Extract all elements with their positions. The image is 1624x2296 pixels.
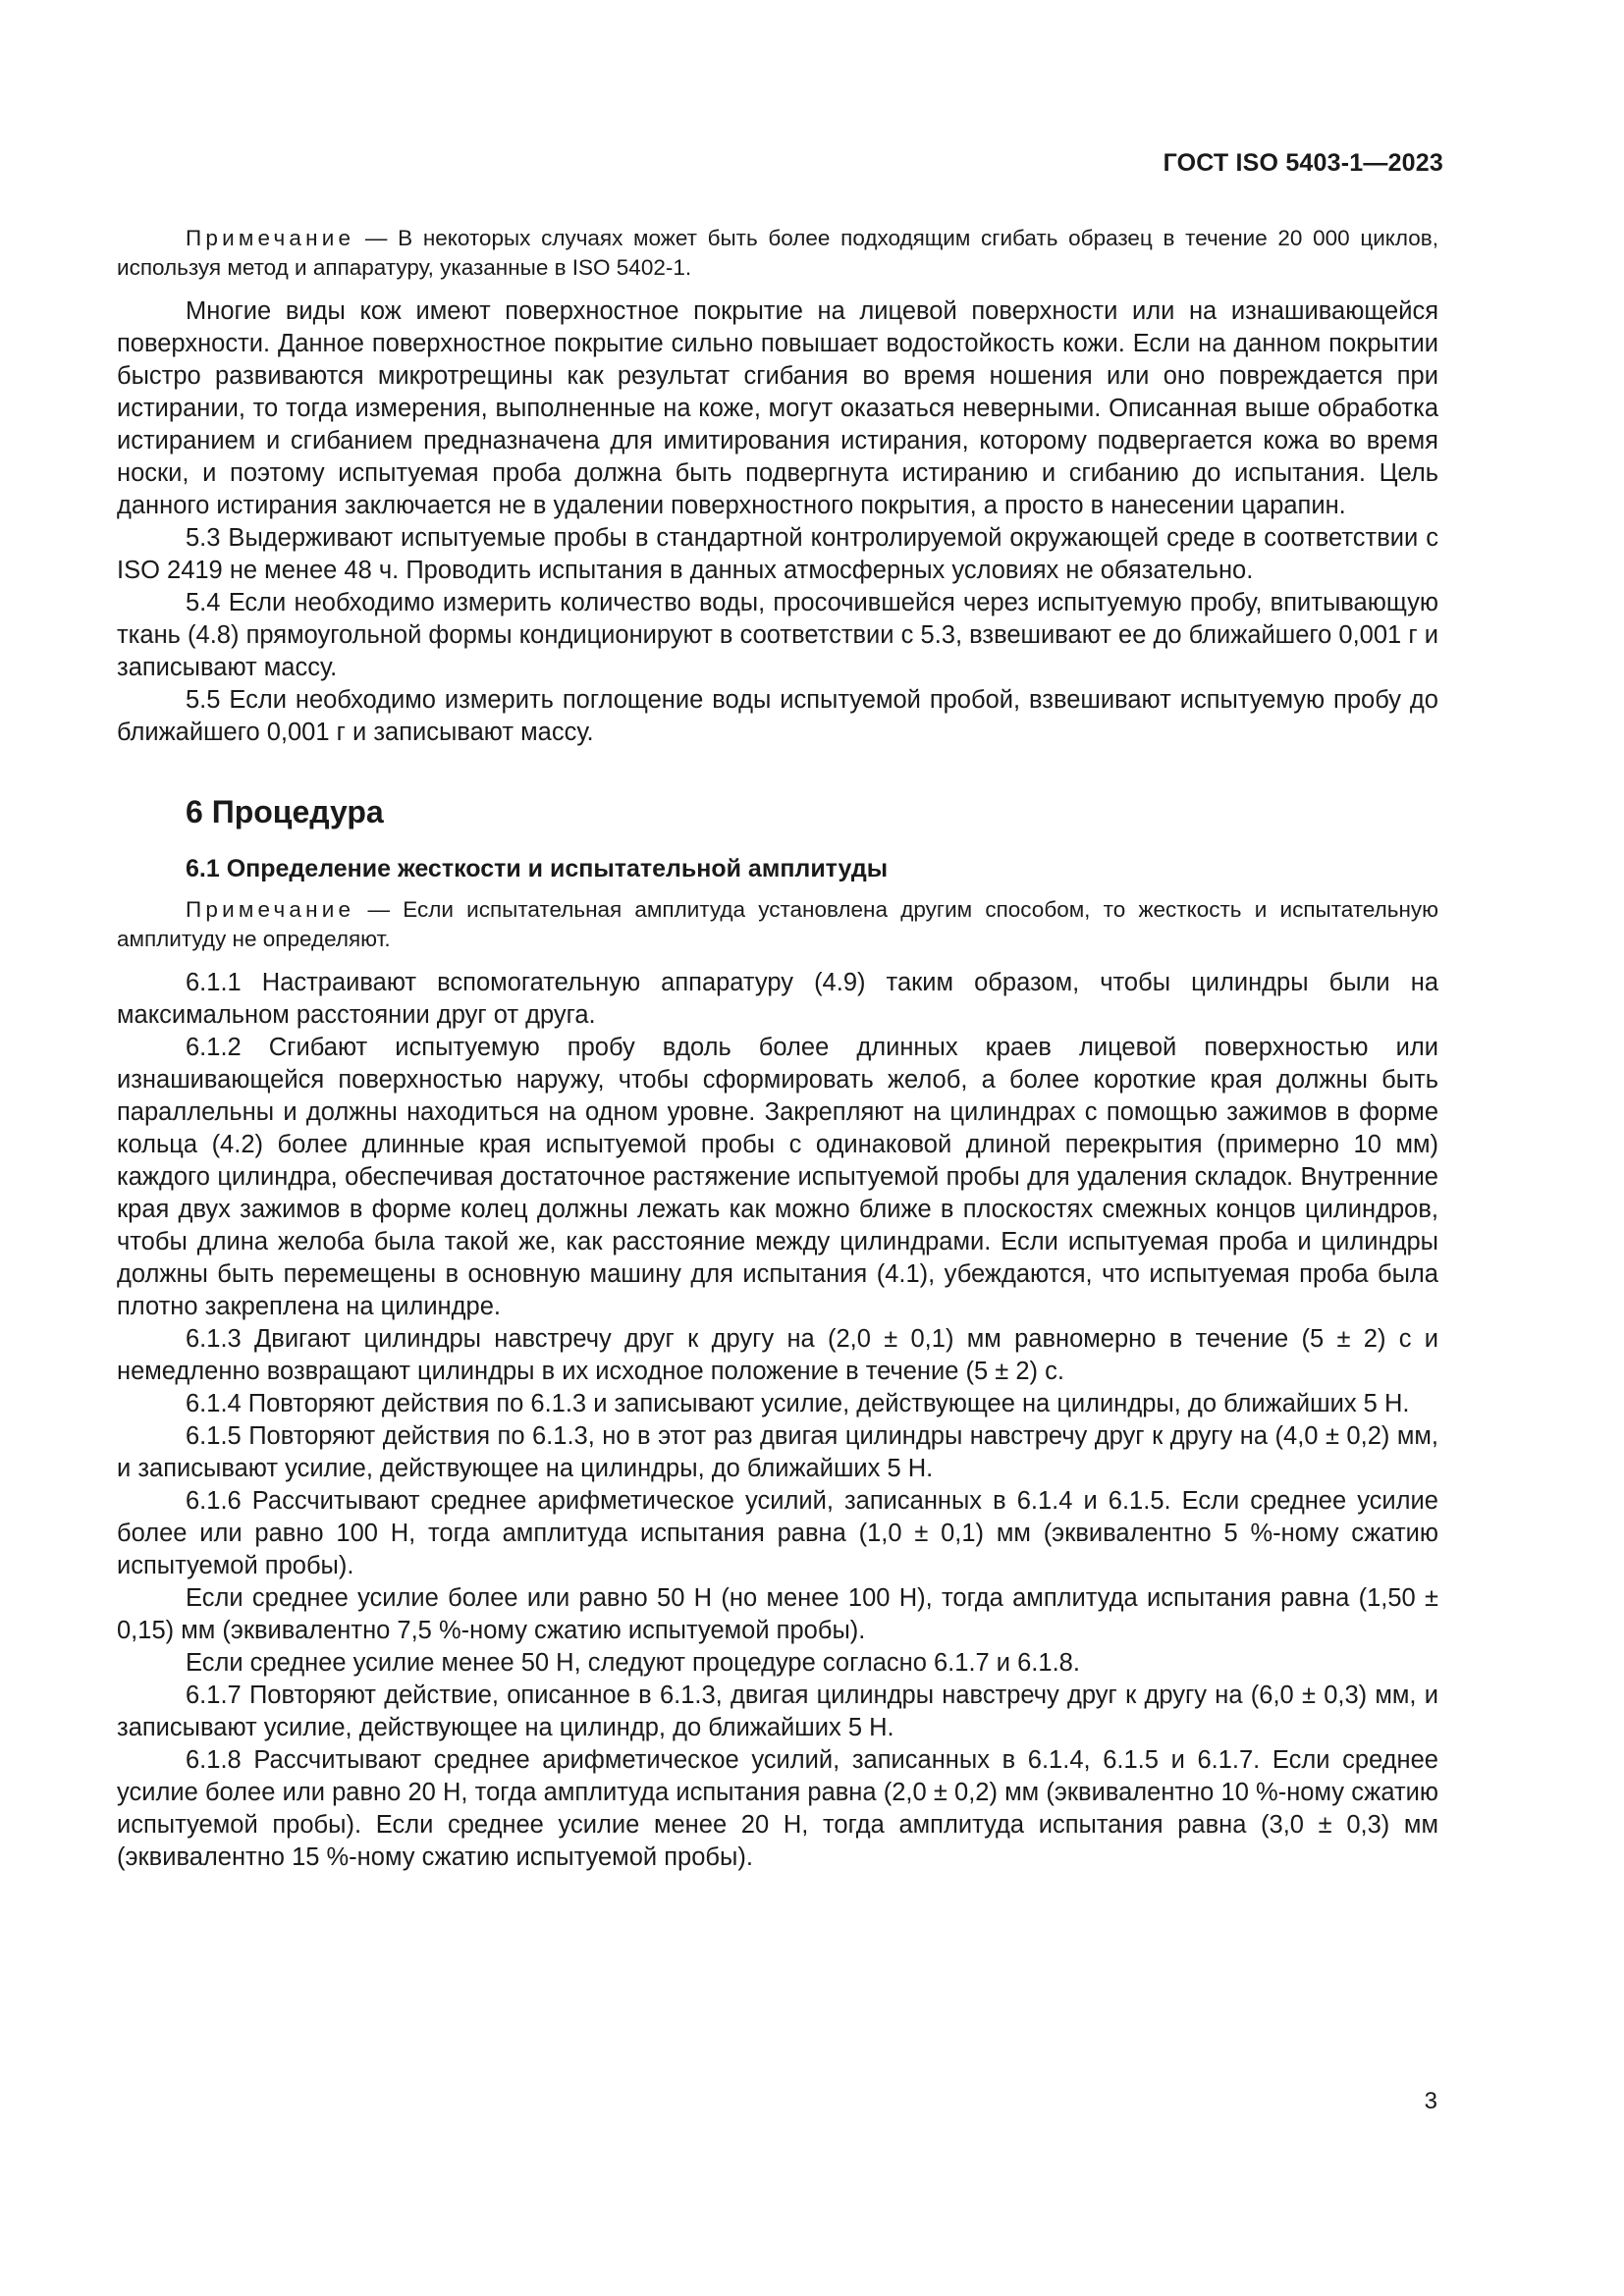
paragraph-6-1-6-c: Если среднее усилие менее 50 Н, следуют процедуре согласно 6.1.7 и 6.1.8. <box>186 1649 1080 1677</box>
paragraph-6-1-4: 6.1.4 Повторяют действия по 6.1.3 и записывают усилие, действующее на цилиндры, до ближайших 5 Н. <box>186 1390 1410 1417</box>
paragraph-5-4: 5.4 Если необходимо измерить количество воды, просочившейся через испытуемую пробу, впитывающую ткань (4.8) прямоугольной формы кондиционируют в соответствии с 5.3, взвешивают ее до ближайшего 0,001 г и записывают массу. <box>117 589 1438 681</box>
paragraph-6-1-3: 6.1.3 Двигают цилиндры навстречу друг к другу на (2,0 ± 0,1) мм равномерно в течение (5 ± 2) с и немедленно возвращают цилиндры в их исходное положение в течение (5 ± 2) с. <box>117 1325 1438 1385</box>
page-content <box>117 224 1438 1874</box>
document-code-header: ГОСТ ISO 5403-1—2023 <box>1163 149 1443 177</box>
note-label: Примечание <box>186 226 355 250</box>
paragraph-6-1-1: 6.1.1 Настраивают вспомогательную аппаратуру (4.9) таким образом, чтобы цилиндры были на максимальном расстоянии друг от друга. <box>117 969 1438 1029</box>
note-text: — В некоторых случаях может быть более подходящим сгибать образец в течение 20 000 циклов, используя метод и аппаратуру, указанные в ISO 5402-1. <box>117 226 1438 280</box>
note-paragraph <box>117 895 1438 954</box>
paragraph-6-1-6: 6.1.6 Рассчитывают среднее арифметическое усилий, записанных в 6.1.4 и 6.1.5. Если среднее усилие более или равно 100 Н, тогда амплитуда испытания равна (1,0 ± 0,1) мм (эквивалентно 5 %-ному сжатию испытуемой пробы). <box>117 1487 1438 1579</box>
paragraph-6-1-7: 6.1.7 Повторяют действие, описанное в 6.1.3, двигая цилиндры навстречу друг к другу на (6,0 ± 0,3) мм, и записывают усилие, действующее на цилиндр, до ближайших 5 Н. <box>117 1682 1438 1741</box>
paragraph-5-3: 5.3 Выдерживают испытуемые пробы в стандартной контролируемой окружающей среде в соответствии с ISO 2419 не менее 48 ч. Проводить испытания в данных атмосферных условиях не обязательно. <box>117 524 1438 584</box>
note-paragraph <box>117 224 1438 283</box>
paragraph-6-1-8: 6.1.8 Рассчитывают среднее арифметическое усилий, записанных в 6.1.4, 6.1.5 и 6.1.7. Если среднее усилие более или равно 20 Н, тогда амплитуда испытания равна (2,0 ± 0,2) мм (эквивалентно 10 %-ному сжатию испытуемой пробы). Если среднее усилие менее 20 Н, тогда амплитуда испытания равна (3,0 ± 0,3) мм (эквивалентно 15 %-ному сжатию испытуемой пробы). <box>117 1746 1438 1871</box>
section-heading-6: 6 Процедура <box>186 794 384 829</box>
paragraph-leather-coating: Многие виды кож имеют поверхностное покрытие на лицевой поверхности или на изнашивающейся поверхности. Данное поверхностное покрытие сильно повышает водостойкость кожи. Если на данном покрытии быстро развиваются микротрещины как результат сгибания во время ношения или оно повреждается при истирании, то тогда измерения, выполненные на коже, могут оказаться неверными. Описанная выше обработка истиранием и сгибанием предназначена для имитирования истирания, которому подвергается кожа во время носки, и поэтому испытуемая проба должна быть подвергнута истиранию и сгибанию до испытания. Цель данного истирания заключается не в удалении поверхностного покрытия, а просто в нанесении царапин. <box>117 297 1438 519</box>
page-number: 3 <box>1424 2088 1437 2114</box>
paragraph-6-1-2: 6.1.2 Сгибают испытуемую пробу вдоль более длинных краев лицевой поверхностью или изнашивающейся поверхностью наружу, чтобы сформировать желоб, а более короткие края должны быть параллельны и должны находиться на одном уровне. Закрепляют на цилиндрах с помощью зажимов в форме кольца (4.2) более длинные края испытуемой пробы с одинаковой длиной перекрытия (примерно 10 мм) каждого цилиндра, обеспечивая достаточное растяжение испытуемой пробы для удаления складок. Внутренние края двух зажимов в форме колец должны лежать как можно ближе в плоскостях смежных концов цилиндров, чтобы длина желоба была такой же, как расстояние между цилиндрами. Если испытуемая проба и цилиндры должны быть перемещены в основную машину для испытания (4.1), убеждаются, что испытуемая проба была плотно закреплена на цилиндре. <box>117 1034 1438 1320</box>
note-label: Примечание <box>186 897 355 922</box>
paragraph-6-1-6-b: Если среднее усилие более или равно 50 Н (но менее 100 Н), тогда амплитуда испытания равна (1,50 ± 0,15) мм (эквивалентно 7,5 %-ному сжатию испытуемой пробы). <box>117 1584 1438 1644</box>
paragraph-5-5: 5.5 Если необходимо измерить поглощение воды испытуемой пробой, взвешивают испытуемую пробу до ближайшего 0,001 г и записывают массу. <box>117 686 1438 746</box>
note-text: — Если испытательная амплитуда установлена другим способом, то жесткость и испытательную амплитуду не определяют. <box>117 897 1438 951</box>
subsection-heading-6-1: 6.1 Определение жесткости и испытательной амплитуды <box>186 855 889 882</box>
paragraph-6-1-5: 6.1.5 Повторяют действия по 6.1.3, но в этот раз двигая цилиндры навстречу друг к другу на (4,0 ± 0,2) мм, и записывают усилие, действующее на цилиндры, до ближайших 5 Н. <box>117 1422 1438 1482</box>
